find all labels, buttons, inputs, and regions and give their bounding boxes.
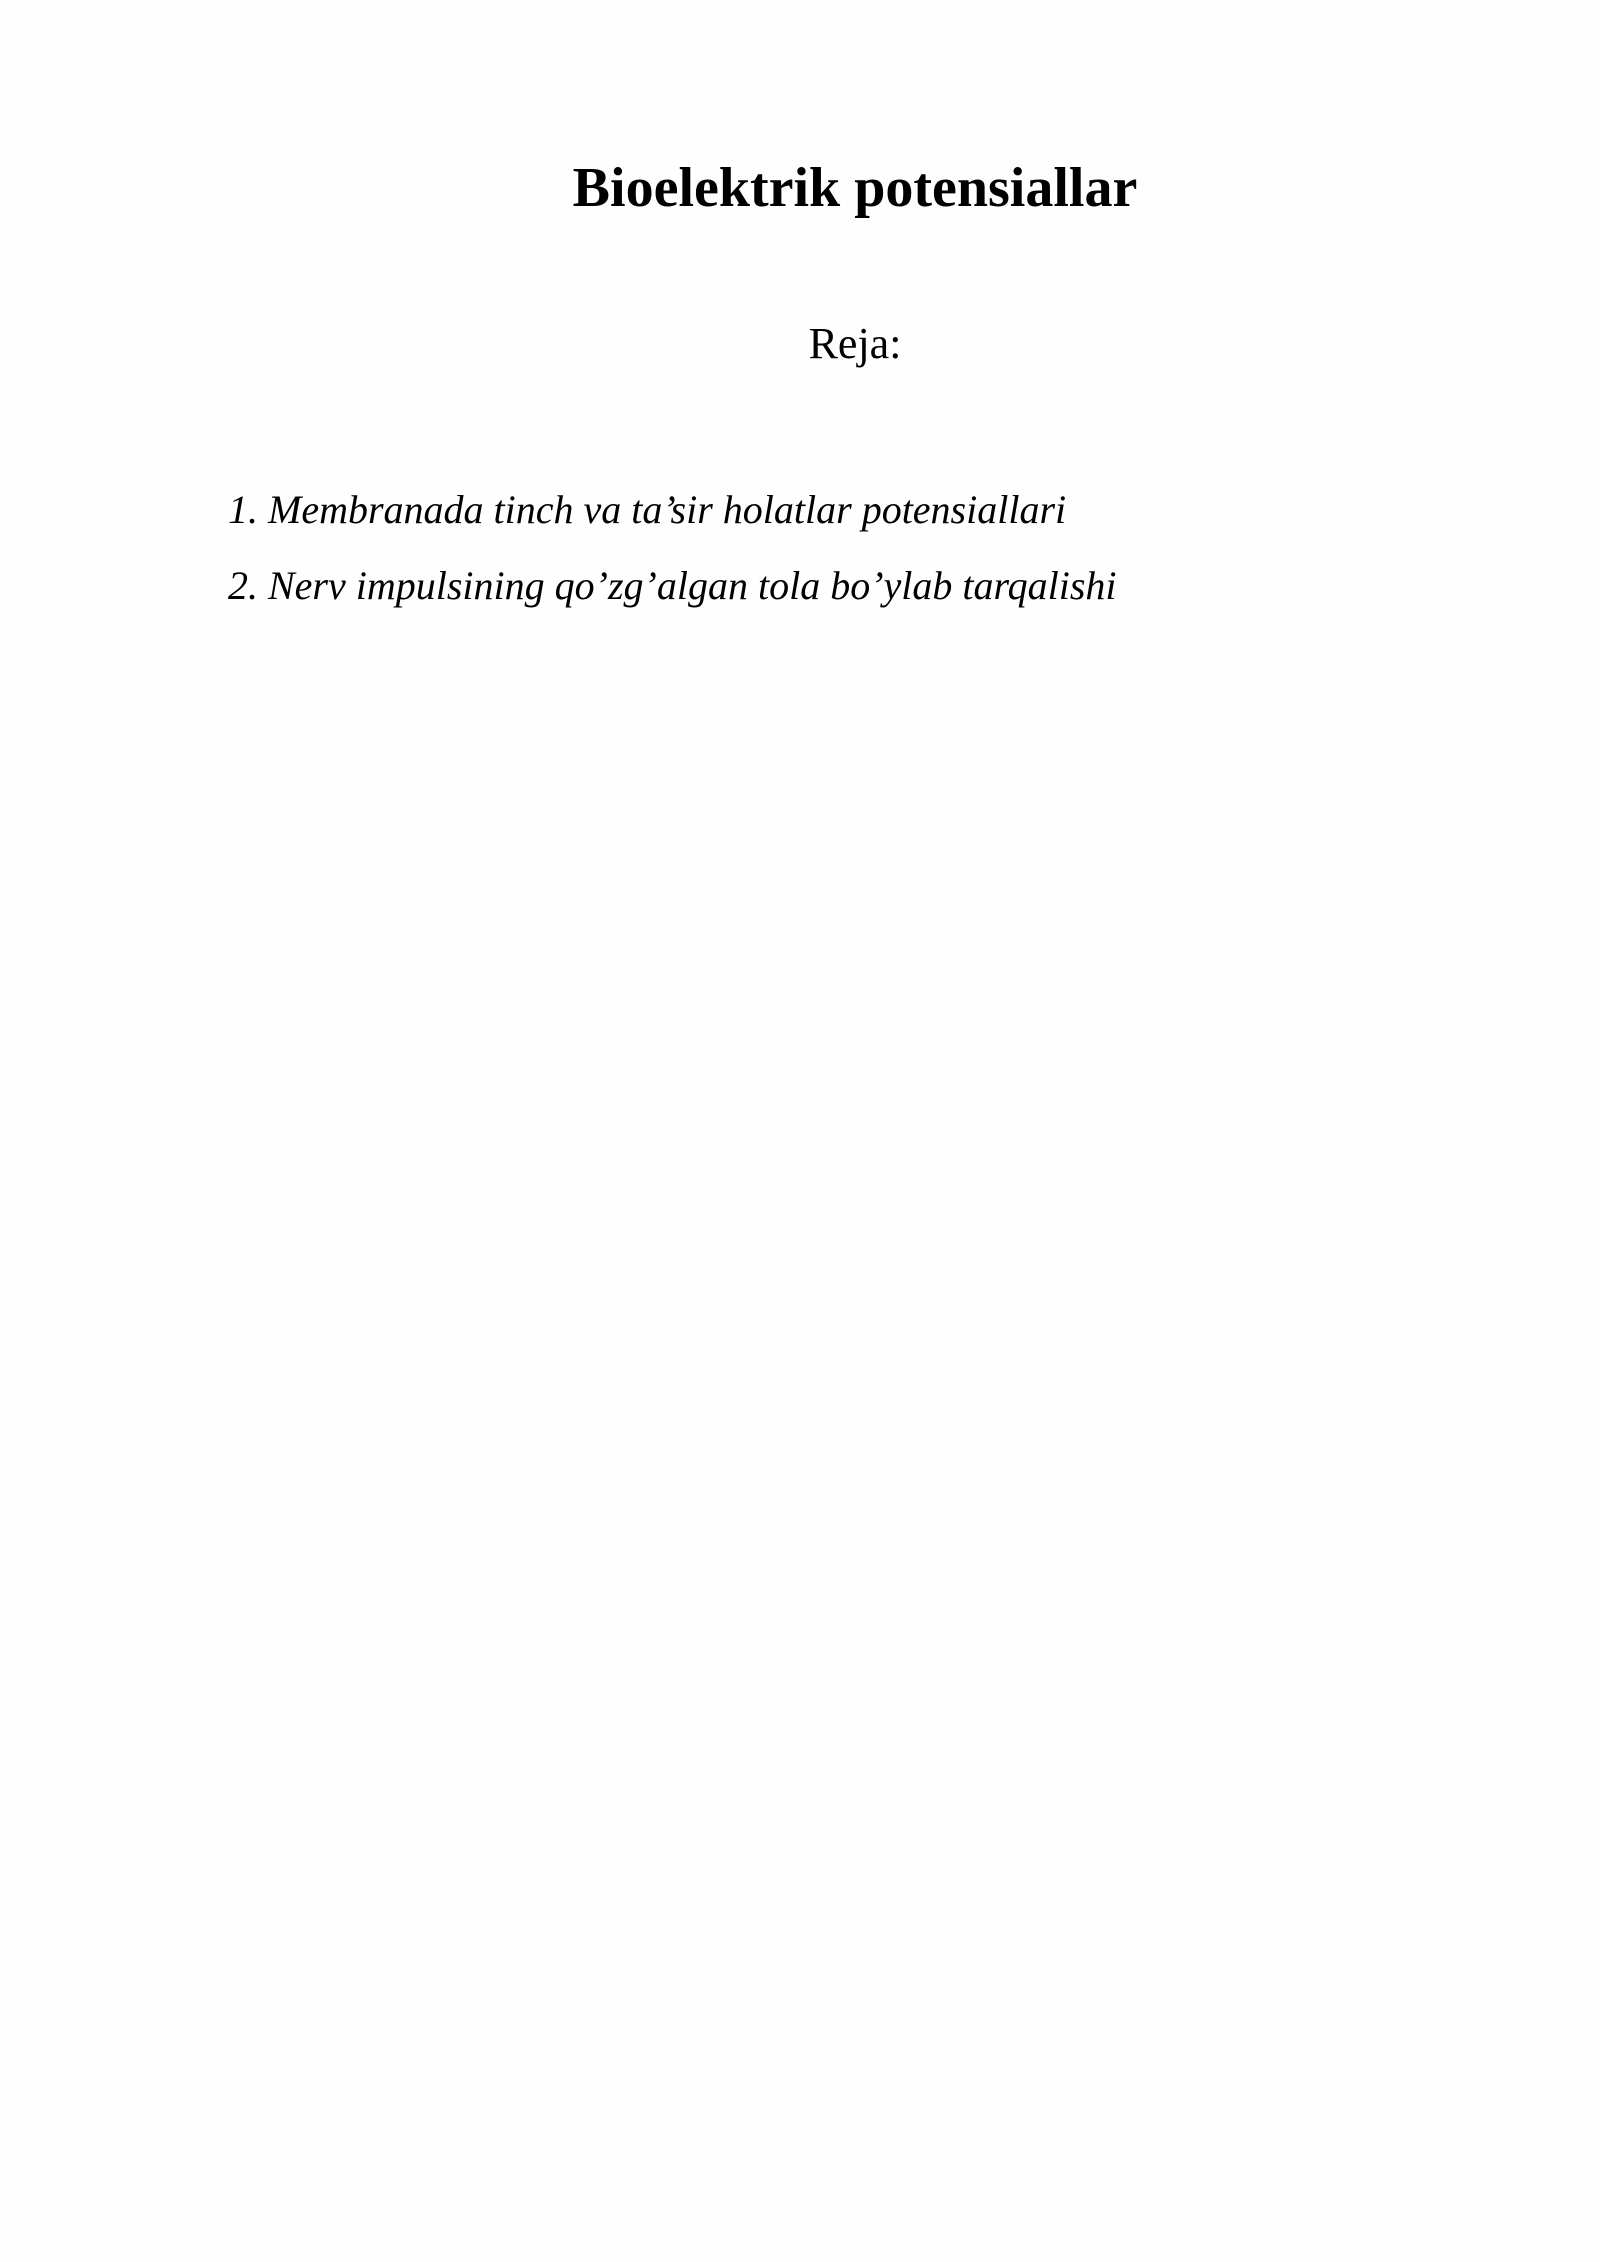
document-title: Bioelektrik potensiallar <box>572 157 1138 219</box>
plan-item <box>228 562 1117 610</box>
plan-item-text: Nerv impulsining qo’zg’algan tola bo’ylab tarqalishi <box>268 563 1117 608</box>
plan-item-number: 2. <box>228 563 258 608</box>
plan-item-text: Membranada tinch va ta’sir holatlar potensiallari <box>268 487 1067 532</box>
plan-item-number: 1. <box>228 487 258 532</box>
plan-item <box>228 486 1117 534</box>
plan-heading: Reja: <box>808 319 902 368</box>
plan-list <box>228 486 1117 638</box>
